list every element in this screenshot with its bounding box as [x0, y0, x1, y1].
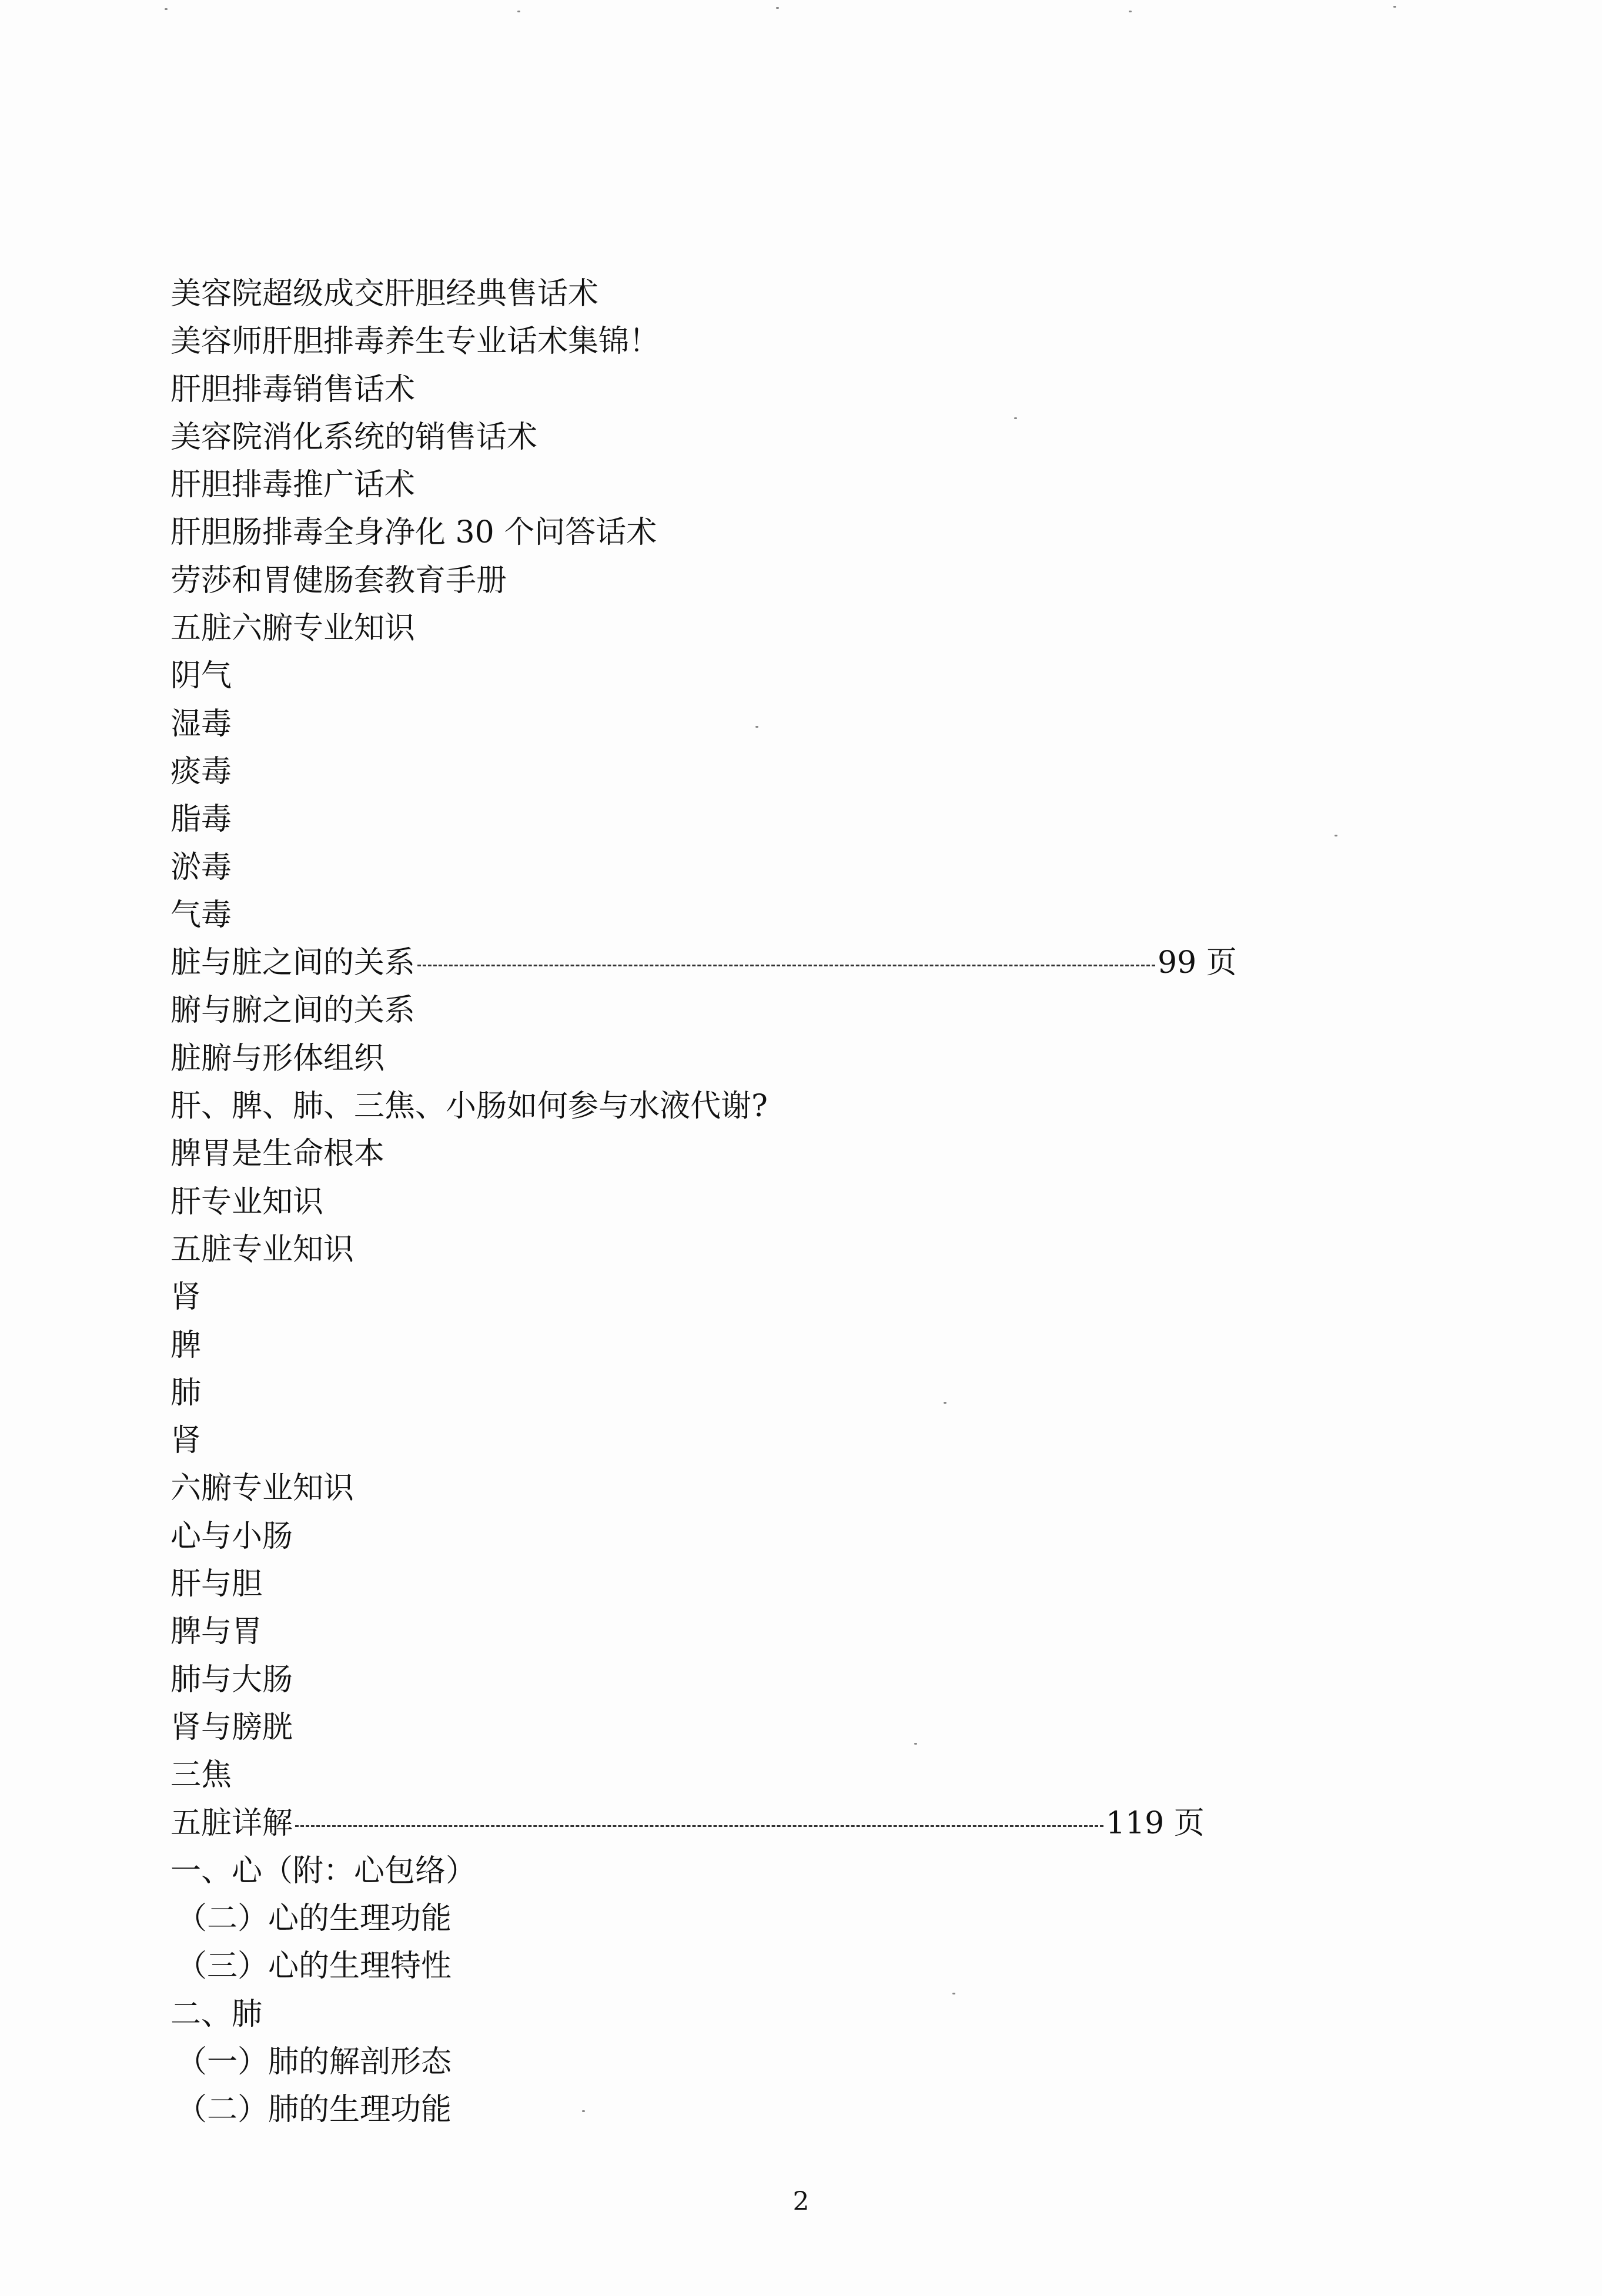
toc-entry-title: 肾 [170, 1423, 202, 1459]
scan-speck [776, 7, 779, 9]
toc-entry-title: 肝胆肠排毒全身净化 30 个问答话术 [170, 515, 657, 551]
toc-entry [170, 2039, 1346, 2086]
toc-entry-title: 心与小肠 [170, 1518, 293, 1554]
dot-leader [417, 965, 1155, 966]
toc-entry [170, 1847, 1346, 1895]
toc-entry [170, 557, 1346, 605]
toc-entry-with-page [170, 939, 1346, 987]
scan-speck [165, 8, 168, 10]
scan-speck [1129, 11, 1132, 12]
toc-entry-title: 肝、脾、肺、三焦、小肠如何参与水液代谢? [170, 1089, 768, 1124]
toc-entry-title: 痰毒 [170, 754, 232, 789]
dot-leader [295, 1825, 1103, 1827]
toc-entry-title: 淤毒 [170, 849, 232, 885]
toc-entry [170, 414, 1346, 461]
toc-entry [170, 1179, 1346, 1226]
toc-entry-title: 腑与腑之间的关系 [170, 993, 416, 1029]
toc-entry-title: 美容师肝胆排毒养生专业话术集锦！ [170, 324, 660, 360]
toc-entry-title: （三）心的生理特性 [176, 1949, 452, 1984]
toc-entry-title: 脾 [170, 1327, 202, 1363]
toc-entry-title: 肺与大肠 [170, 1662, 293, 1698]
page-number: 2 [792, 2187, 810, 2217]
toc-entry-title: 肝胆排毒推广话术 [170, 467, 416, 503]
toc-entry-title: 五脏六腑专业知识 [170, 611, 416, 647]
toc-entry [170, 1895, 1346, 1943]
scan-speck [582, 2110, 585, 2112]
toc-entry [170, 1274, 1346, 1321]
toc-entry [170, 605, 1346, 652]
scan-speck [1335, 835, 1337, 836]
toc-entry-title: 五脏详解 [170, 1805, 293, 1841]
toc-entry-title: 肝专业知识 [170, 1184, 324, 1220]
toc-entry-title: （一）肺的解剖形态 [176, 2044, 452, 2080]
toc-entry [170, 1513, 1346, 1561]
toc-entry-title: 湿毒 [170, 706, 232, 742]
table-of-contents [170, 270, 1346, 2134]
toc-entry [170, 461, 1346, 509]
toc-entry [170, 1943, 1346, 1990]
toc-entry [170, 1226, 1346, 1274]
toc-entry [170, 1752, 1346, 1799]
toc-entry-title: （二）肺的生理功能 [176, 2092, 452, 2128]
toc-entry-title: 脾与胃 [170, 1614, 263, 1650]
toc-entry [170, 1656, 1346, 1704]
toc-entry-title: 脏腑与形体组织 [170, 1040, 385, 1076]
toc-entry [170, 1417, 1346, 1465]
toc-entry-title: 肾 [170, 1280, 202, 1316]
toc-entry [170, 701, 1346, 748]
toc-entry-title: 肺 [170, 1375, 202, 1411]
toc-entry [170, 1370, 1346, 1417]
toc-entry-title: 肾与膀胱 [170, 1709, 293, 1745]
toc-entry-title: 阴气 [170, 658, 232, 694]
toc-entry-title: 气毒 [170, 897, 232, 933]
toc-entry [170, 652, 1346, 700]
scan-speck [914, 1743, 917, 1745]
toc-entry [170, 366, 1346, 414]
toc-entry-title: 一、心（附：心包络） [170, 1853, 477, 1889]
toc-entry [170, 748, 1346, 796]
scan-speck [1014, 417, 1017, 419]
toc-entry [170, 1465, 1346, 1512]
toc-entry-title: 脾胃是生命根本 [170, 1136, 385, 1172]
toc-entry-title: 二、肺 [170, 1996, 263, 2032]
toc-entry [170, 796, 1346, 844]
toc-entry-title: 三焦 [170, 1758, 232, 1793]
toc-entry [170, 1561, 1346, 1608]
toc-page-number: 99 页 [1158, 945, 1237, 981]
toc-entry-title: 美容院超级成交肝胆经典售话术 [170, 276, 599, 312]
toc-entry-title: 脏与脏之间的关系 [170, 945, 416, 981]
toc-entry-title: 肝胆排毒销售话术 [170, 371, 416, 407]
toc-entry [170, 1704, 1346, 1752]
toc-entry [170, 987, 1346, 1035]
toc-entry-title: 劳莎和胃健肠套教育手册 [170, 563, 507, 598]
toc-entry [170, 1035, 1346, 1083]
toc-entry [170, 2086, 1346, 2134]
toc-entry [170, 892, 1346, 939]
toc-page-number: 119 页 [1106, 1805, 1205, 1841]
toc-entry [170, 1083, 1346, 1130]
toc-entry-title: 六腑专业知识 [170, 1471, 354, 1507]
toc-entry [170, 270, 1346, 318]
toc-entry [170, 318, 1346, 366]
toc-entry [170, 1608, 1346, 1656]
scan-speck [944, 1402, 947, 1404]
toc-entry-with-page [170, 1800, 1346, 1847]
scan-speck [1393, 6, 1396, 8]
toc-entry-title: 美容院消化系统的销售话术 [170, 419, 538, 455]
scan-speck [755, 726, 758, 728]
toc-entry-title: 脂毒 [170, 802, 232, 838]
scan-speck [952, 1993, 955, 1994]
toc-entry-title: 五脏专业知识 [170, 1231, 354, 1267]
toc-entry [170, 1991, 1346, 2039]
toc-entry [170, 844, 1346, 892]
toc-entry [170, 1322, 1346, 1370]
scan-speck [517, 11, 520, 12]
toc-entry-title: 肝与胆 [170, 1567, 263, 1602]
toc-entry [170, 509, 1346, 557]
toc-entry [170, 1130, 1346, 1178]
toc-entry-title: （二）心的生理功能 [176, 1901, 452, 1937]
